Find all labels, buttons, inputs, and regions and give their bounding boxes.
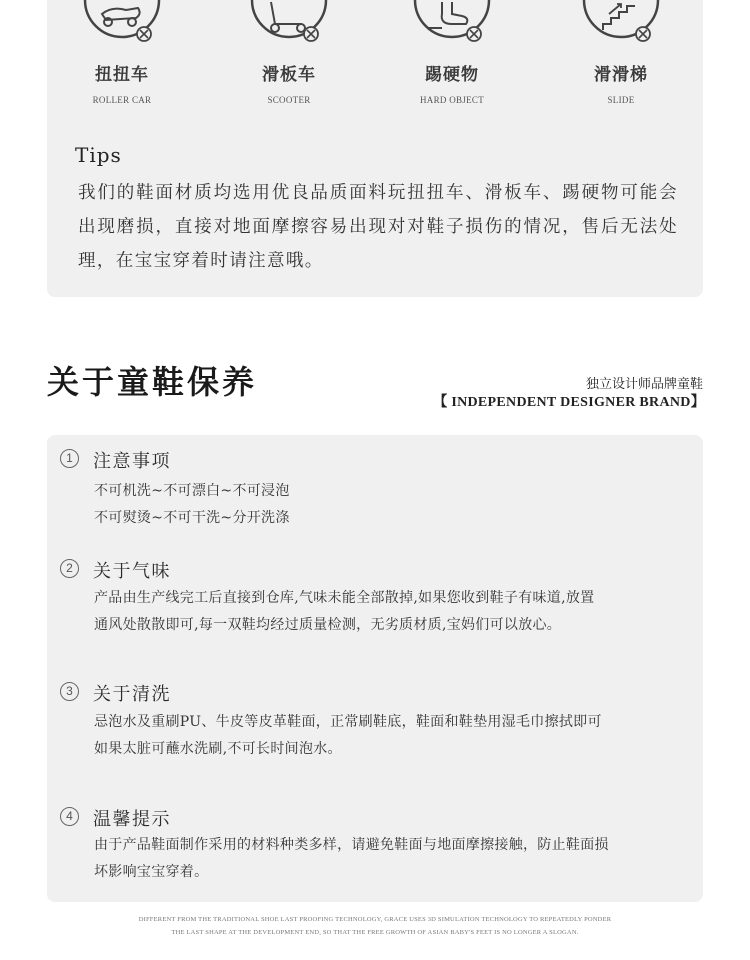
step-number: 3 bbox=[60, 682, 79, 701]
step-number: 1 bbox=[60, 449, 79, 468]
care-line: 如果太脏可蘸水洗刷,不可长时间泡水。 bbox=[94, 741, 342, 757]
care-line: 坏影响宝宝穿着。 bbox=[94, 864, 209, 880]
hard-object-icon bbox=[412, 0, 492, 52]
step-number: 4 bbox=[60, 807, 79, 826]
activity-sub: SLIDE bbox=[607, 95, 635, 105]
footer-slogan-line: DIFFERENT FROM THE TRADITIONAL SHOE LAST PROOFING TECHNOLOGY, GRACE USES 3D SIMULATION TECHNOLOGY TO REPEATEDLY PONDER bbox=[138, 916, 612, 923]
care-line: 由于产品鞋面制作采用的材料种类多样，请避免鞋面与地面摩擦接触，防止鞋面损 bbox=[94, 837, 609, 853]
care-title: 温馨提示 bbox=[93, 809, 171, 830]
care-title: 关于气味 bbox=[93, 561, 171, 582]
brand-tagline-cn: 独立设计师品牌童鞋 bbox=[585, 377, 703, 392]
care-line: 通风处散散即可,每一双鞋均经过质量检测，无劣质材质,宝妈们可以放心。 bbox=[94, 617, 562, 633]
activity-hard-object bbox=[392, 0, 512, 105]
tips-body: 我们的鞋面材质均选用优良品质面料玩扭扭车、滑板车、踢硬物可能会出现磨损，直接对地面摩擦容易出现对对鞋子损伤的情况，售后无法处理，在宝宝穿着时请注意哦。 bbox=[78, 183, 678, 271]
section-title: 关于童鞋保养 bbox=[47, 363, 258, 401]
scooter-icon bbox=[249, 0, 329, 52]
activity-sub: HARD OBJECT bbox=[419, 95, 485, 105]
activity-scooter bbox=[229, 0, 349, 105]
footer-slogan-line: THE LAST SHAPE AT THE DEVELOPMENT END, SO THAT THE FREE GROWTH OF ASIAN BABY'S FEET IS NO LONGER A SLOGAN. bbox=[171, 929, 579, 936]
activity-roller-car bbox=[62, 0, 182, 105]
activity-sub: SCOOTER bbox=[267, 95, 311, 105]
activity-label: 滑滑梯 bbox=[594, 65, 648, 85]
care-title: 注意事项 bbox=[93, 451, 171, 472]
slide-icon bbox=[581, 0, 661, 52]
activity-label: 扭扭车 bbox=[95, 65, 149, 85]
activity-slide bbox=[561, 0, 681, 105]
brand-tagline-en: 【 INDEPENDENT DESIGNER BRAND】 bbox=[433, 395, 705, 410]
tips-title: Tips bbox=[75, 143, 122, 167]
activity-label: 踢硬物 bbox=[425, 65, 479, 85]
care-line: 不可机洗~不可漂白~不可浸泡 bbox=[94, 483, 290, 499]
activity-sub: ROLLER CAR bbox=[92, 95, 152, 105]
activity-label: 滑板车 bbox=[262, 65, 316, 85]
step-number: 2 bbox=[60, 559, 79, 578]
activity-icons-row bbox=[47, 0, 703, 120]
care-title: 关于清洗 bbox=[93, 684, 171, 705]
roller-car-icon bbox=[82, 0, 162, 52]
care-instructions-panel bbox=[47, 435, 703, 902]
care-line: 产品由生产线完工后直接到仓库,气味未能全部散掉,如果您收到鞋子有味道,放置 bbox=[94, 590, 595, 606]
care-line: 不可熨烫~不可干洗~分开洗涤 bbox=[94, 510, 290, 526]
care-line: 忌泡水及重刷PU、牛皮等皮革鞋面，正常刷鞋底，鞋面和鞋垫用湿毛巾擦拭即可 bbox=[94, 714, 602, 730]
top-tips-panel bbox=[47, 0, 703, 297]
